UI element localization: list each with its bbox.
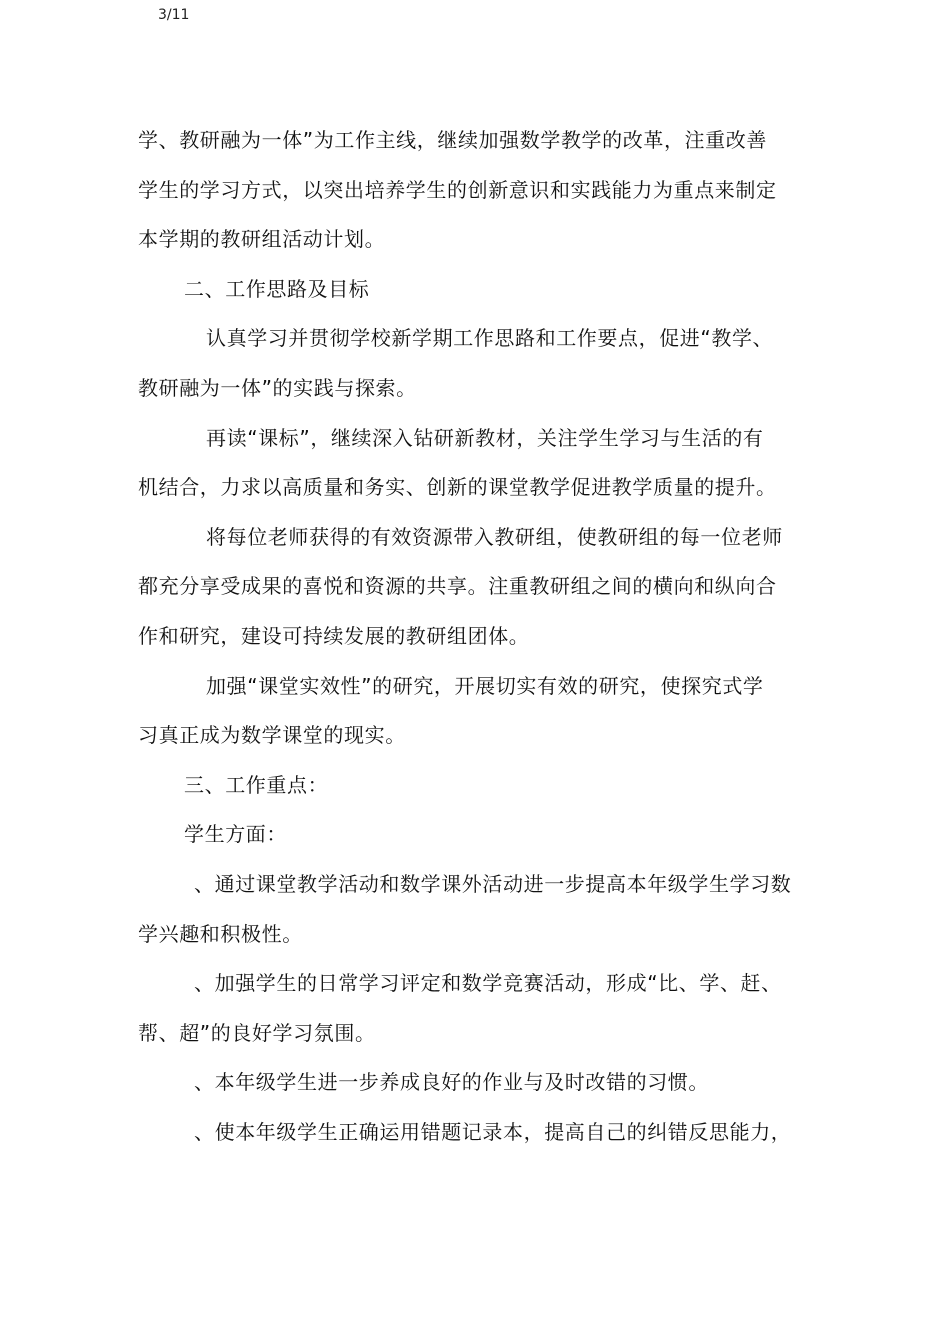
text-line: 加强“课堂实效性”的研究，开展切实有效的研究，使探究式学 [206,673,764,698]
section-heading: 三、工作重点： [184,772,329,797]
document-body [138,116,818,1157]
text-line: 本学期的教研组活动计划。 [138,227,386,252]
text-line: 教研融为一体”的实践与探索。 [138,375,417,400]
text-line: 帮、超”的良好学习氛围。 [138,1020,376,1045]
text-line: 机结合，力求以高质量和务实、创新的课堂教学促进教学质量的提升。 [138,475,777,500]
text-line: 再读“课标”，继续深入钻研新教材，关注学生学习与生活的有 [206,425,764,450]
text-line: 习真正成为数学课堂的现实。 [138,723,406,748]
text-line: 学兴趣和积极性。 [138,921,303,946]
text-line: 学生的学习方式，以突出培养学生的创新意识和实践能力为重点来制定 [138,177,777,202]
page-number: 3/11 [158,7,190,23]
section-heading: 二、工作思路及目标 [184,276,370,301]
list-item: 、本年级学生进一步养成良好的作业与及时改错的习惯。 [194,1070,709,1095]
list-item: 、使本年级学生正确运用错题记录本，提高自己的纠错反思能力， [194,1119,792,1144]
text-line: 认真学习并贯彻学校新学期工作思路和工作要点，促进“教学、 [206,326,774,351]
text-line: 作和研究，建设可持续发展的教研组团体。 [138,623,530,648]
text-line: 学、教研融为一体”为工作主线，继续加强数学教学的改革，注重改善 [138,128,767,152]
text-line: 将每位老师获得的有效资源带入教研组，使教研组的每一位老师 [206,524,783,549]
list-item: 、通过课堂教学活动和数学课外活动进一步提高本年级学生学习数 [194,871,792,896]
text-line: 都充分享受成果的喜悦和资源的共享。注重教研组之间的横向和纵向合 [138,574,777,599]
subsection-heading: 学生方面： [184,822,287,847]
list-item: 、加强学生的日常学习评定和数学竞赛活动，形成“比、学、赶、 [194,971,782,996]
